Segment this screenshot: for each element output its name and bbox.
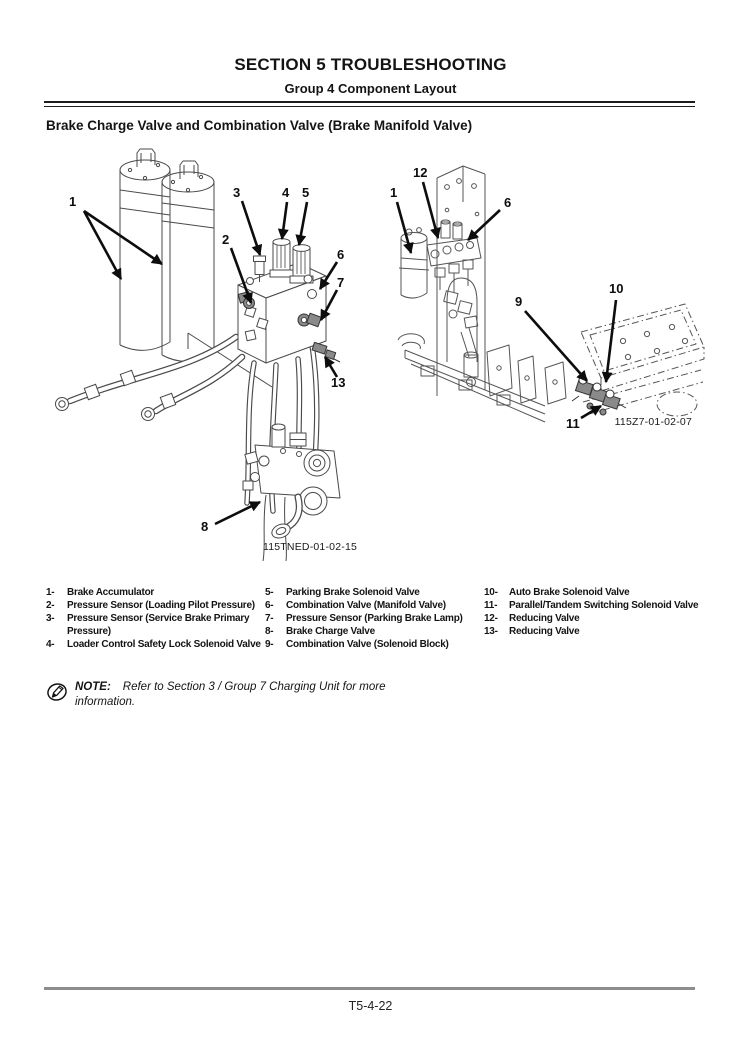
legend-item-label: Reducing Valve [509, 613, 580, 624]
legend-item-7 [265, 612, 484, 625]
legend-item-label: Pressure Sensor (Parking Brake Lamp) [286, 613, 463, 624]
figure-brake-charge-valve [40, 145, 400, 565]
callout-6: 6 [504, 195, 512, 210]
legend-item-number: 13- [484, 626, 498, 637]
callout-8: 8 [201, 519, 209, 534]
legend-item-1 [46, 586, 265, 599]
callout-7: 7 [337, 275, 345, 290]
legend-item-label: Brake Charge Valve [286, 626, 375, 637]
legend-item-label: Parallel/Tandem Switching Solenoid Valve [509, 600, 699, 611]
callout-9: 9 [515, 294, 523, 309]
legend-item-number: 9- [265, 639, 274, 650]
legend-item-number: 3- [46, 613, 55, 624]
note-body: Refer to Section 3 / Group 7 Charging Unit for more information. [75, 681, 386, 708]
callout-12: 12 [413, 165, 428, 180]
legend-item-label: Pressure Sensor (Service Brake Primary Pressure) [67, 613, 250, 637]
note-block [46, 680, 398, 709]
legend-item-label: Brake Accumulator [67, 587, 155, 598]
legend-item-number: 10- [484, 587, 498, 598]
legend-item-number: 11- [484, 600, 498, 611]
legend-item-4 [46, 638, 265, 651]
footer-rule [44, 987, 695, 990]
legend-item-number: 6- [265, 600, 274, 611]
legend-item-10 [484, 586, 700, 599]
page-number: T5-4-22 [348, 999, 393, 1013]
legend-item-number: 7- [265, 613, 274, 624]
legend-item-number: 2- [46, 600, 55, 611]
figure-1-caption: 115TNED-01-02-15 [262, 541, 358, 553]
legend-item-number: 1- [46, 587, 55, 598]
legend-item-number: 5- [265, 587, 274, 598]
legend-column-3 [484, 586, 700, 638]
legend-item-13 [484, 625, 700, 638]
legend-item-label: Parking Brake Solenoid Valve [286, 587, 420, 598]
figure-2-caption: 115Z7-01-02-07 [614, 416, 692, 428]
group-title: Group 4 Component Layout [284, 81, 457, 96]
brake-charge-valve-diagram [40, 145, 400, 565]
legend-item-number: 4- [46, 639, 55, 650]
legend-item-label: Pressure Sensor (Loading Pilot Pressure) [67, 600, 255, 611]
legend-item-number: 8- [265, 626, 274, 637]
legend-item-label: Loader Control Safety Lock Solenoid Valve [67, 639, 261, 650]
legend-column-1 [46, 586, 265, 651]
legend-item-2 [46, 599, 265, 612]
callout-13: 13 [331, 375, 346, 390]
figure-mounting-location [385, 150, 705, 445]
callout-6: 6 [337, 247, 345, 262]
callout-1: 1 [69, 194, 77, 209]
legend-item-label: Reducing Valve [509, 626, 580, 637]
legend-item-3 [46, 612, 265, 638]
mounting-location-diagram [385, 150, 705, 445]
callout-2: 2 [222, 232, 230, 247]
legend-item-5 [265, 586, 484, 599]
callout-4: 4 [282, 185, 290, 200]
legend-item-label: Combination Valve (Manifold Valve) [286, 600, 446, 611]
callout-11: 11 [566, 416, 580, 431]
section-title: SECTION 5 TROUBLESHOOTING [234, 55, 507, 74]
pencil-icon [46, 681, 68, 703]
callout-3: 3 [233, 185, 241, 200]
legend-item-8 [265, 625, 484, 638]
callout-5: 5 [302, 185, 310, 200]
note-label: NOTE: [75, 681, 111, 693]
callout-10: 10 [609, 281, 624, 296]
legend-item-6 [265, 599, 484, 612]
legend-item-label: Auto Brake Solenoid Valve [509, 587, 630, 598]
callout-1: 1 [390, 185, 398, 200]
legend-item-number: 12- [484, 613, 498, 624]
legend-column-2 [265, 586, 484, 651]
header-rule [44, 101, 695, 107]
legend-item-12 [484, 612, 700, 625]
legend-item-9 [265, 638, 484, 651]
legend-item-11 [484, 599, 700, 612]
topic-heading: Brake Charge Valve and Combination Valve (Brake Manifold Valve) [46, 118, 473, 133]
note-text [75, 680, 387, 709]
legend-item-label: Combination Valve (Solenoid Block) [286, 639, 449, 650]
